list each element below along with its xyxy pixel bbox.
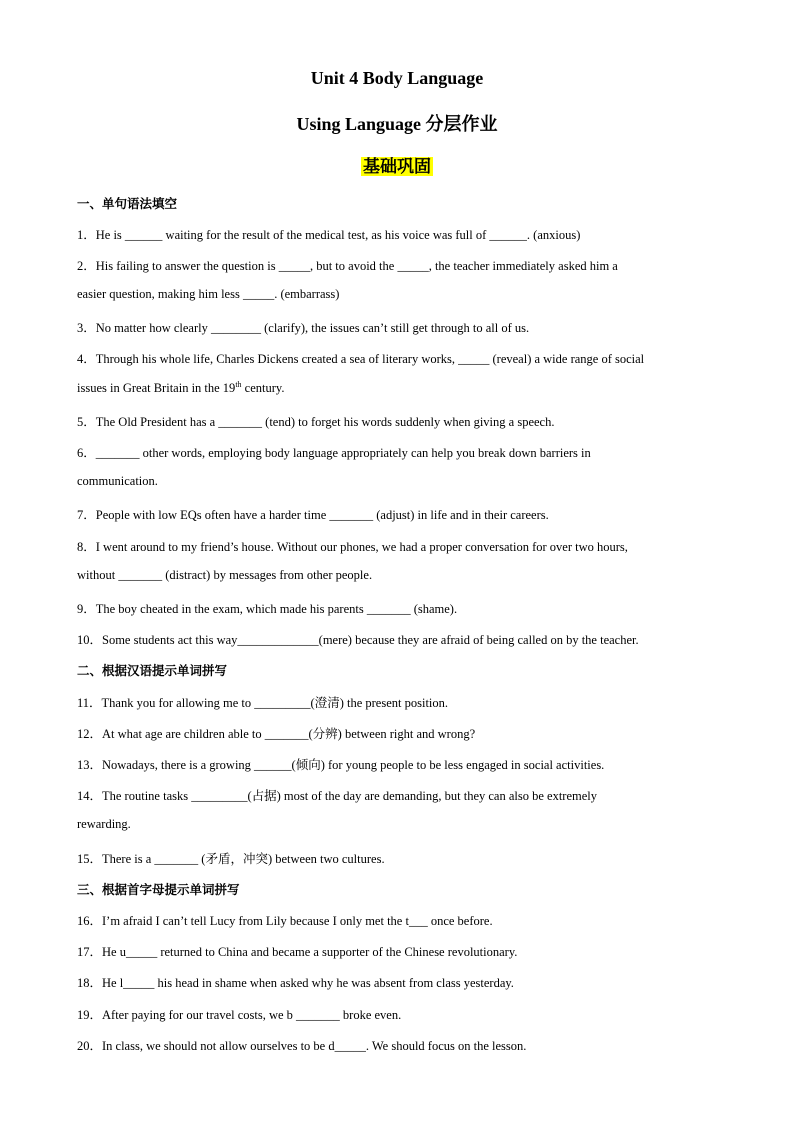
section-heading-chinese-hints: 二、根据汉语提示单词拼写 [77,663,228,678]
section-heading-initial-letter: 三、根据首字母提示单词拼写 [77,882,240,897]
question-14: 14．The routine tasks _________(占据) most of the day are demanding, but they can also be extremely [77,789,598,803]
superscript-th: th [235,380,242,389]
question-2: 2．His failing to answer the question is _____, but to avoid the _____, the teacher immediately asked him a [77,259,618,273]
question-11: 11．Thank you for allowing me to _________(澄清) the present position. [77,696,449,710]
question-16: 16．I’m afraid I can’t tell Lucy from Lily because I only met the t___ once before. [77,914,493,928]
question-7: 7．People with low EQs often have a harder time _______ (adjust) in life and in their careers. [77,508,549,522]
question-6-cont: communication. [77,474,158,488]
level-heading-highlight: 基础巩固 [363,157,431,176]
level-heading [0,152,794,177]
question-4-text: issues in Great Britain in the 19 [77,381,236,396]
lesson-title: Using Language 分层作业 [296,114,498,134]
question-20: 20．In class, we should not allow ourselves to be d_____. We should focus on the lesson. [77,1039,527,1053]
question-2-cont: easier question, making him less _____. (embarrass) [77,287,340,301]
question-10: 10．Some students act this way_____________(mere) because they are afraid of being called on by the teacher. [77,633,639,647]
question-6: 6．_______ other words, employing body language appropriately can help you break down barriers in [77,446,591,460]
question-4-cont [77,380,727,396]
question-4: 4．Through his whole life, Charles Dickens created a sea of literary works, _____ (reveal) a wide range of social [77,352,645,366]
question-1: 1．He is ______ waiting for the result of the medical test, as his voice was full of ______. (anxious) [77,228,581,242]
question-9: 9．The boy cheated in the exam, which made his parents _______ (shame). [77,602,458,616]
question-17: 17．He u_____ returned to China and became a supporter of the Chinese revolutionary. [77,945,518,959]
unit-title: Unit 4 Body Language [310,68,484,88]
question-8-cont: without _______ (distract) by messages from other people. [77,568,373,582]
question-13: 13．Nowadays, there is a growing ______(倾向) for young people to be less engaged in social activities. [77,758,605,772]
question-3: 3．No matter how clearly ________ (clarify), the issues can’t still get through to all of us. [77,321,530,335]
question-14-cont: rewarding. [77,817,131,831]
question-19: 19．After paying for our travel costs, we b _______ broke even. [77,1008,402,1022]
question-15: 15．There is a _______ (矛盾，冲突) between two cultures. [77,852,385,866]
question-4-end: century. [241,381,285,396]
section-heading-grammar: 一、单句语法填空 [77,196,178,211]
question-12: 12．At what age are children able to _______(分辨) between right and wrong? [77,727,476,741]
question-5: 5．The Old President has a _______ (tend) to forget his words suddenly when giving a speech. [77,415,555,429]
question-8: 8．I went around to my friend’s house. Without our phones, we had a proper conversation for over two hours, [77,540,628,554]
question-18: 18．He l_____ his head in shame when asked why he was absent from class yesterday. [77,976,514,990]
